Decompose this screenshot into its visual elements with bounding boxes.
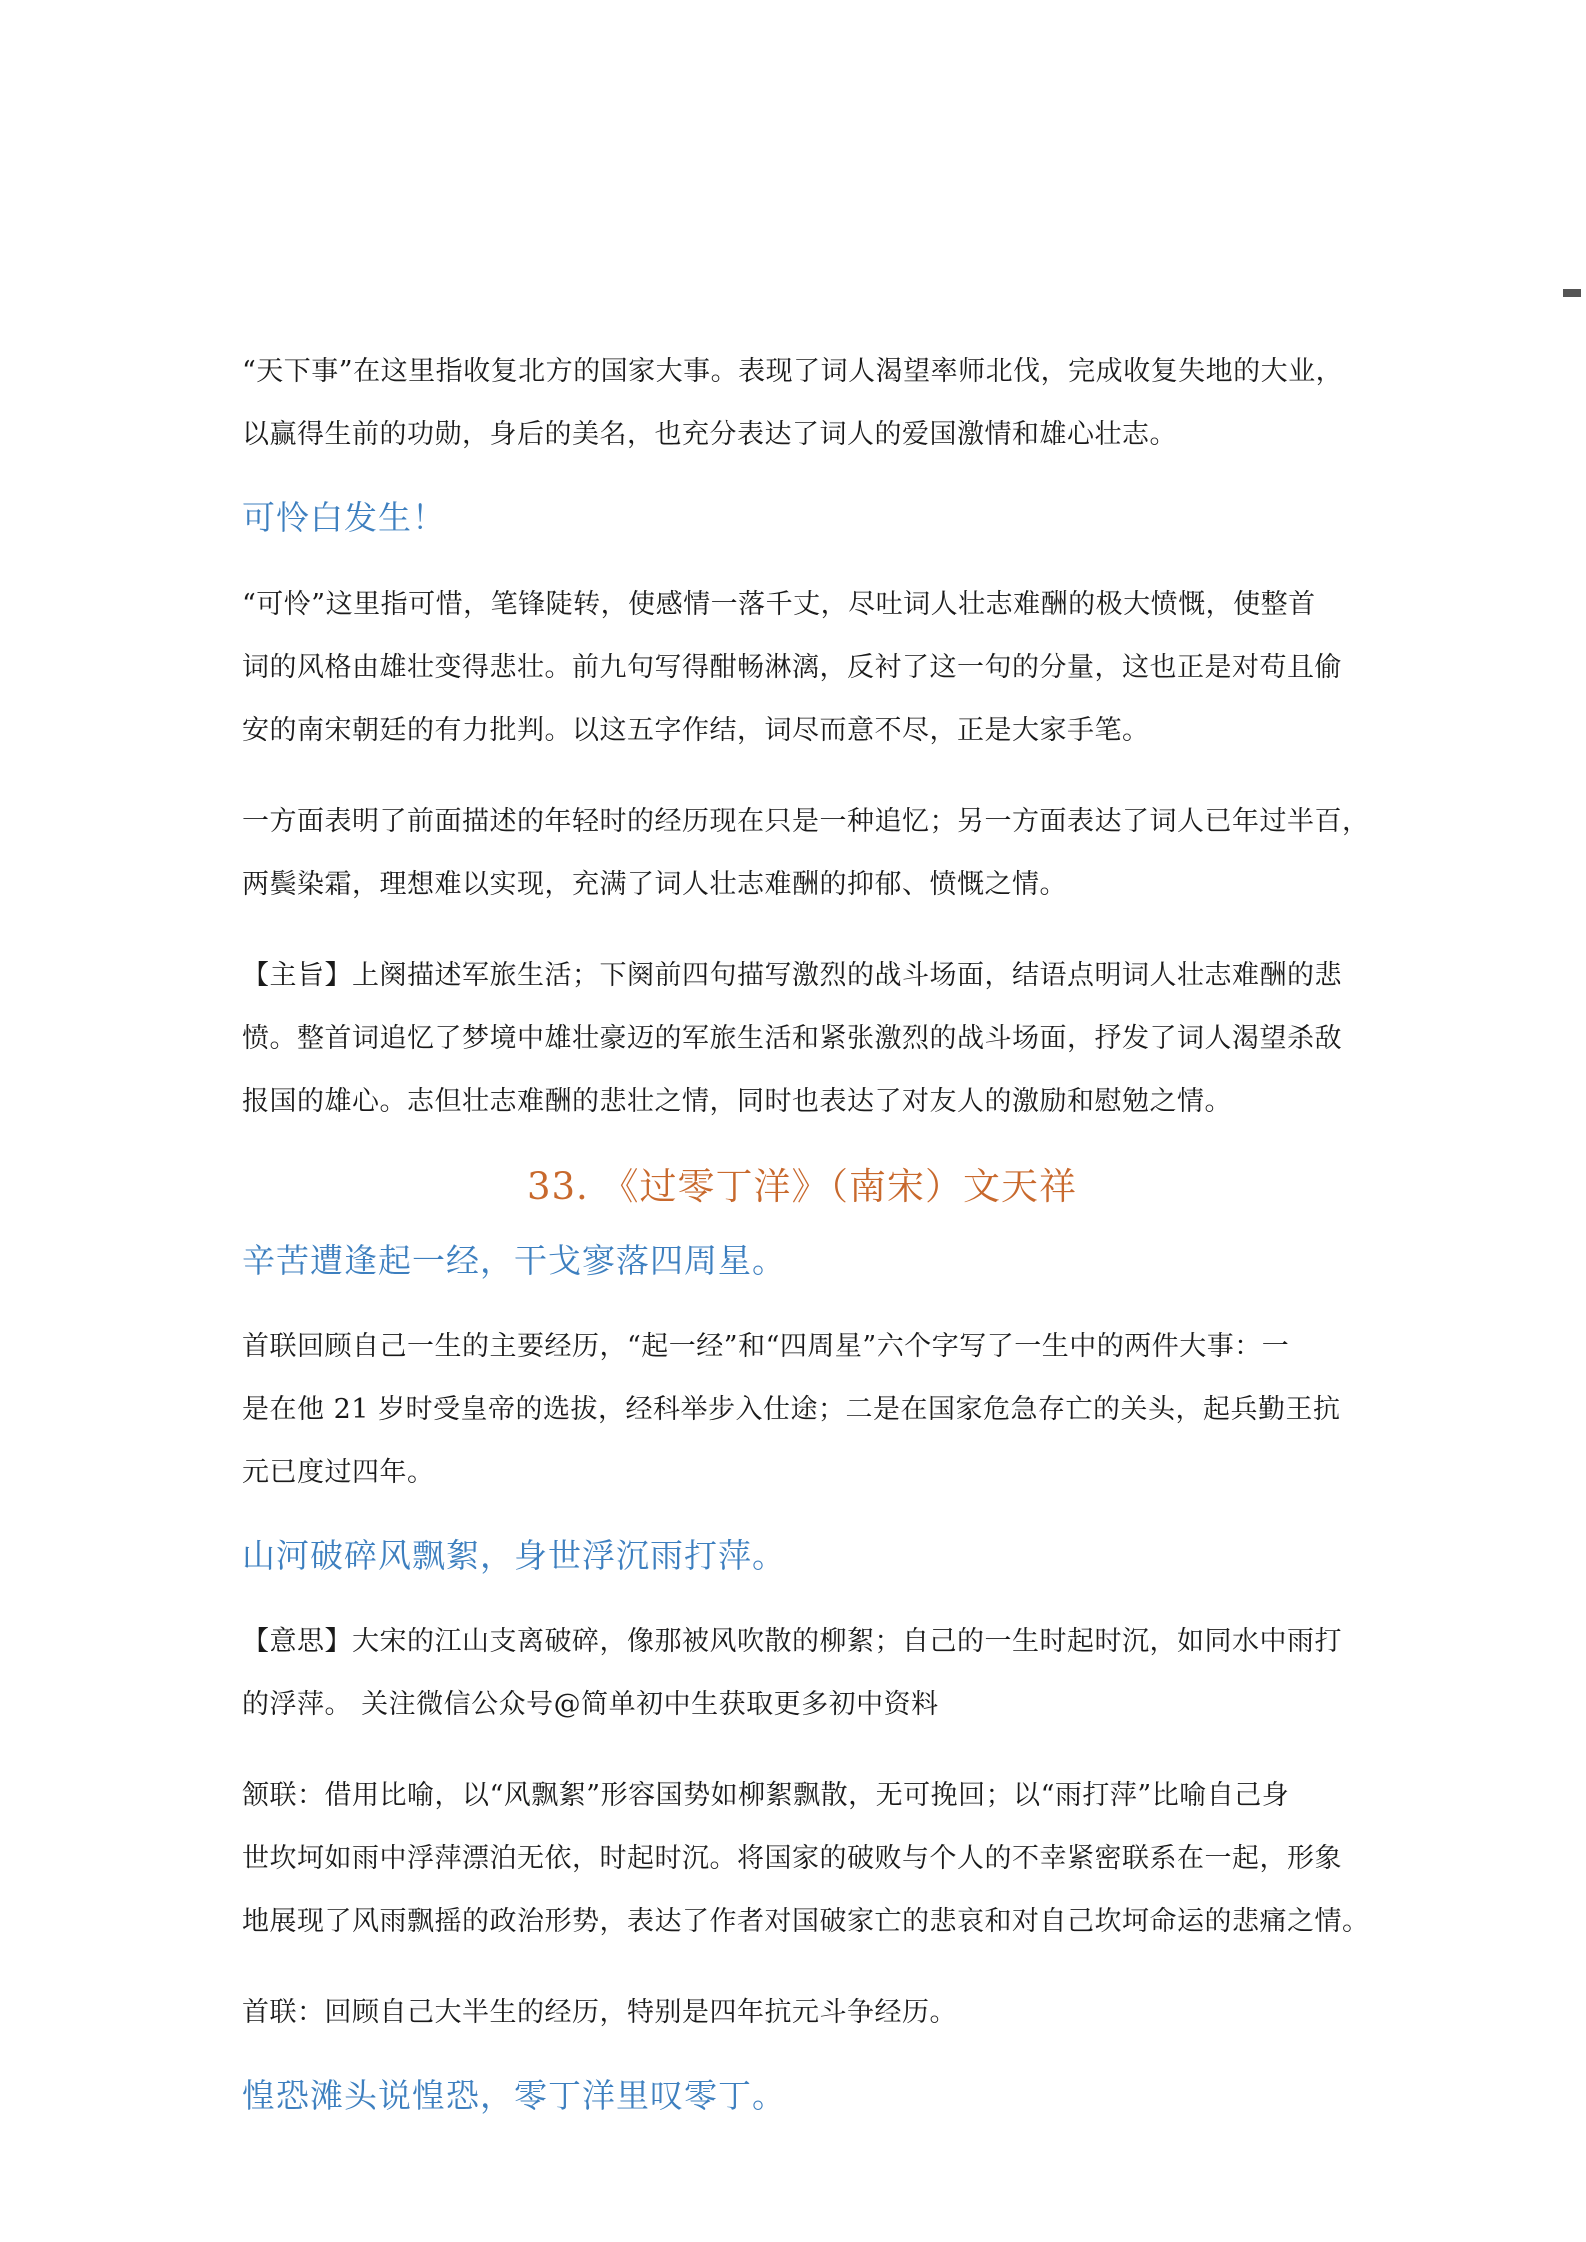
- paragraph-shoulian-2: [242, 1981, 1362, 2044]
- verse-heading: 可怜白发生！: [242, 498, 446, 537]
- text-line: 【主旨】上阕描述军旅生活；下阕前四句描写激烈的战斗场面，结语点明词人壮志难酬的悲: [242, 960, 1342, 991]
- text-line: 词的风格由雄壮变得悲壮。前九句写得酣畅淋漓，反衬了这一句的分量，这也正是对苟且偷: [242, 652, 1342, 683]
- paragraph-zhuzhi: [242, 944, 1362, 1133]
- text-line: 【意思】大宋的江山支离破碎，像那被风吹散的柳絮；自己的一生时起时沉，如同水中雨打: [242, 1626, 1342, 1657]
- paragraph-tianxiashi: [242, 340, 1362, 466]
- verse-heading: 山河破碎风飘絮，身世浮沉雨打萍。: [242, 1536, 786, 1575]
- text-line: 地展现了风雨飘摇的政治形势，表达了作者对国破家亡的悲哀和对自己坎坷命运的悲痛之情。: [242, 1906, 1370, 1937]
- section-title: 33. 《过零丁洋》（南宋）文天祥: [526, 1165, 1078, 1208]
- text-line: 安的南宋朝廷的有力批判。以这五字作结，词尽而意不尽，正是大家手笔。: [242, 715, 1150, 746]
- text-line: “可怜”这里指可惜，笔锋陡转，使感情一落千丈，尽吐词人壮志难酬的极大愤慨，使整首: [242, 589, 1316, 620]
- text-line: 一方面表明了前面描述的年轻时的经历现在只是一种追忆；另一方面表达了词人已年过半百，: [242, 806, 1370, 837]
- paragraph-shoulian-1: [242, 1315, 1362, 1504]
- paragraph-yisi: [242, 1610, 1362, 1736]
- text-line: 两鬓染霜，理想难以实现，充满了词人壮志难酬的抑郁、愤慨之情。: [242, 869, 1067, 900]
- verse-heading: 辛苦遭逢起一经，干戈寥落四周星。: [242, 1241, 786, 1280]
- text-line: 首联回顾自己一生的主要经历，“起一经”和“四周星”六个字写了一生中的两件大事：一: [242, 1331, 1290, 1362]
- scroll-marker: [1563, 289, 1581, 297]
- paragraph-hanlian: [242, 1764, 1370, 1953]
- text-line: 以赢得生前的功勋，身后的美名，也充分表达了词人的爱国激情和雄心壮志。: [242, 419, 1177, 450]
- text-line: 颔联：借用比喻，以“风飘絮”形容国势如柳絮飘散，无可挽回；以“雨打萍”比喻自己身: [242, 1780, 1290, 1811]
- text-line: 的浮萍。 关注微信公众号@简单初中生获取更多初中资料: [242, 1689, 939, 1720]
- text-line: 是在他 21 岁时受皇帝的选拔，经科举步入仕途；二是在国家危急存亡的关头，起兵勤王抗: [242, 1394, 1341, 1425]
- paragraph-kelian: [242, 573, 1362, 762]
- text-line: 报国的雄心。志但壮志难酬的悲壮之情，同时也表达了对友人的激励和慰勉之情。: [242, 1086, 1232, 1117]
- text-line: 愤。整首词追忆了梦境中雄壮豪迈的军旅生活和紧张激烈的战斗场面，抒发了词人渴望杀敌: [242, 1023, 1342, 1054]
- verse-heading: 惶恐滩头说惶恐，零丁洋里叹零丁。: [242, 2076, 786, 2115]
- document-page: [242, 340, 1370, 2118]
- paragraph-yifangmian: [242, 790, 1370, 916]
- text-line: 世坎坷如雨中浮萍漂泊无依，时起时沉。将国家的破败与个人的不幸紧密联系在一起，形象: [242, 1843, 1342, 1874]
- text-line: “天下事”在这里指收复北方的国家大事。表现了词人渴望率师北伐，完成收复失地的大业，: [242, 356, 1344, 387]
- text-line: 元已度过四年。: [242, 1457, 435, 1488]
- text-line: 首联：回顾自己大半生的经历，特别是四年抗元斗争经历。: [242, 1997, 957, 2028]
